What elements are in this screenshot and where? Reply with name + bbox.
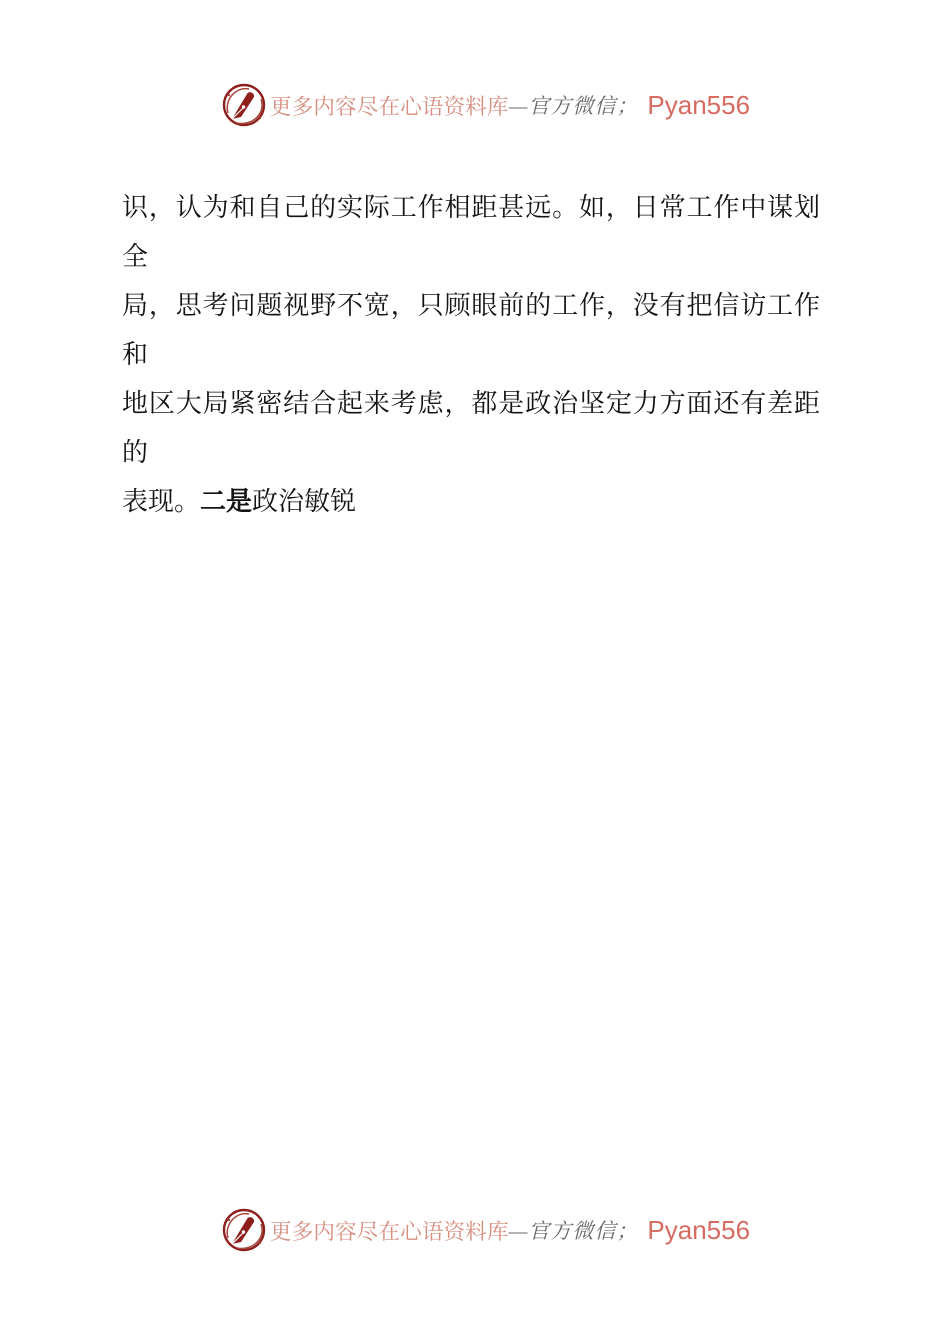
watermark-separator: —	[508, 1219, 529, 1243]
paragraph-line-2: 局，思考问题视野不宽，只顾眼前的工作，没有把信访工作和	[122, 291, 820, 369]
paragraph-line-4-pre: 表现。	[122, 487, 201, 516]
paragraph-line-3: 地区大局紧密结合起来考虑，都是政治坚定力方面还有差距的	[122, 389, 820, 467]
watermark-separator: —	[508, 94, 529, 118]
paragraph-line-4-post: 政治敏锐	[252, 487, 357, 516]
watermark-wechat-label: —官方微信；	[508, 94, 639, 118]
footer-watermark	[221, 1206, 750, 1254]
watermark-brand-text: 更多内容尽在心语资料库	[270, 1219, 509, 1244]
paragraph	[122, 183, 820, 526]
watermark-wechat-label: —官方微信；	[508, 1219, 639, 1243]
watermark-wechat-id: Pyan556	[647, 1214, 751, 1245]
paragraph-line-4	[122, 477, 820, 526]
paragraph-line-1: 识，认为和自己的实际工作相距甚远。如，日常工作中谋划全	[122, 193, 820, 271]
watermark-wechat-id: Pyan556	[647, 89, 751, 120]
pen-nib-logo-icon	[221, 82, 267, 128]
watermark-brand-text: 更多内容尽在心语资料库	[270, 94, 509, 119]
paragraph-bold-run: 二是	[200, 487, 253, 516]
pen-nib-logo-icon	[221, 1207, 267, 1253]
header-watermark	[221, 81, 750, 129]
